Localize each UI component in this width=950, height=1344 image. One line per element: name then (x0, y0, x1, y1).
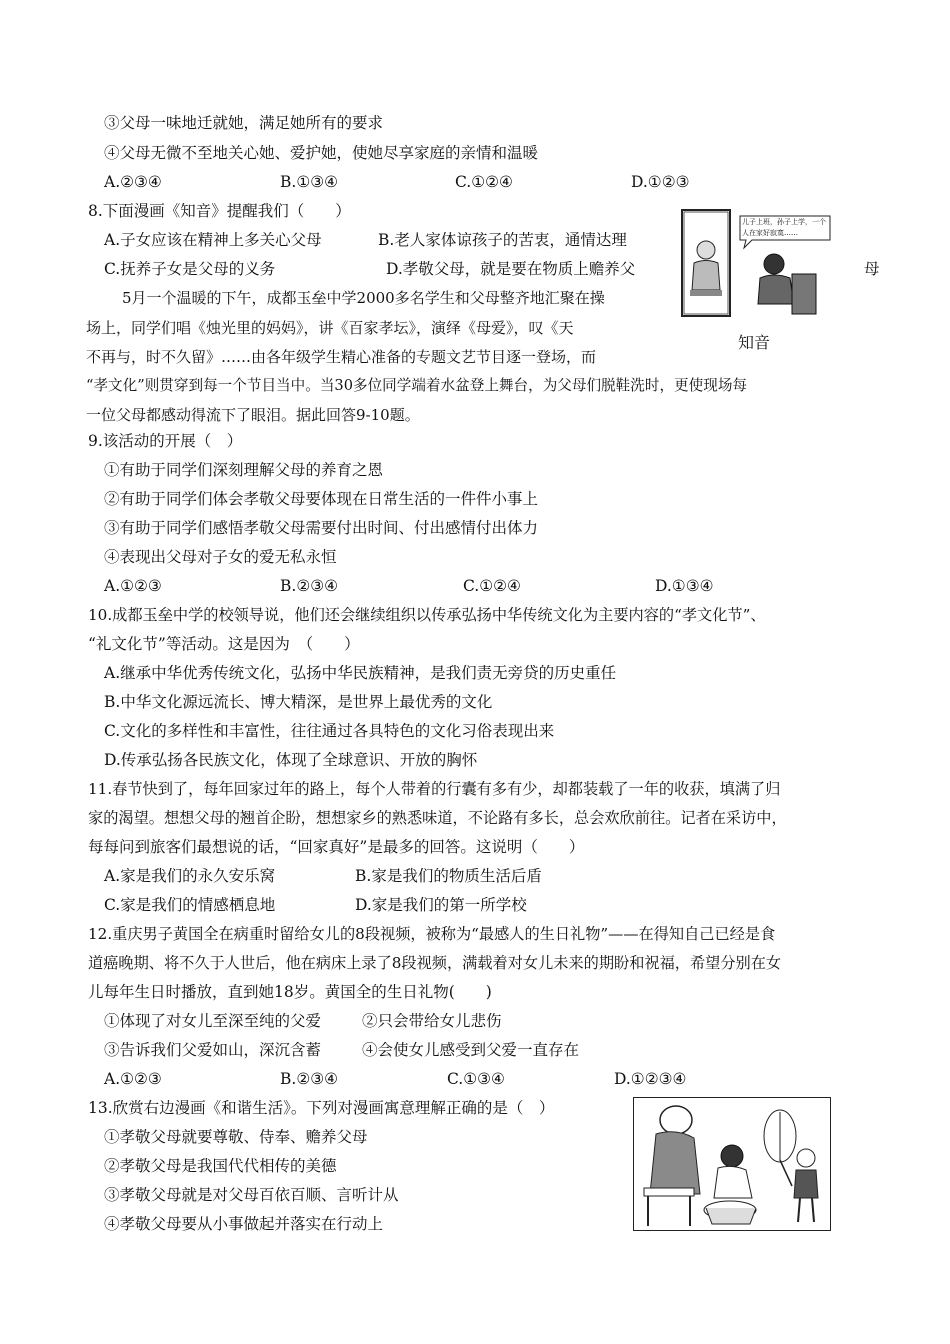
q8-option-b: B.老人家体谅孩子的苦衷，通情达理 (378, 231, 627, 249)
q9-choice-c: C.①②④ (463, 577, 521, 595)
q11-stem-line-3: 每每问到旅客们最想说的话，“回家真好”是最多的回答。这说明（ ） (88, 838, 585, 856)
q7-choice-c: C.①②④ (455, 173, 513, 191)
q7-choice-b: B.①③④ (280, 173, 339, 191)
q13-option-4: ④孝敬父母要从小事做起并落实在行动上 (104, 1215, 384, 1233)
q12-choice-b: B.②③④ (280, 1070, 339, 1088)
zhiyin-cartoon (680, 208, 832, 318)
q12-option-2: ②只会带给女儿悲伤 (362, 1012, 502, 1030)
q12-choice-a: A.①②③ (104, 1070, 162, 1088)
q13-option-2: ②孝敬父母是我国代代相传的美德 (104, 1157, 337, 1175)
q9-choice-b: B.②③④ (280, 577, 339, 595)
q12-option-3: ③告诉我们父爱如山，深沉含蓄 (104, 1041, 322, 1059)
q10-option-c: C.文化的多样性和丰富性，往往通过各具特色的文化习俗表现出来 (104, 722, 555, 740)
q12-stem-line-1: 12.重庆男子黄国全在病重时留给女儿的8段视频，被称为“最感人的生日礼物”——在得知自己已经是食 (88, 925, 776, 943)
q12-stem-line-2: 道癌晚期、将不久于人世后，他在病床上录了8段视频，满载着对女儿未来的期盼和祝福，希望分别在女 (88, 954, 782, 972)
passage-line-1: 5月一个温暖的下午，成都玉垒中学2000多名学生和父母整齐地汇聚在操 (122, 289, 605, 307)
q10-option-d: D.传承弘扬各民族文化，体现了全球意识、开放的胸怀 (104, 751, 478, 769)
q8-option-d: D.孝敬父母，就是要在物质上赡养父 (386, 260, 636, 278)
passage-line-4: “孝文化”则贯穿到每一个节目当中。当30多位同学端着水盆登上舞台，为父母们脱鞋洗时，更使现场每 (86, 377, 748, 394)
q12-option-1: ①体现了对女儿至深至纯的父爱 (104, 1012, 322, 1030)
q7-option-3: ③父母一味地迁就她，满足她所有的要求 (104, 114, 384, 132)
q8-stem: 8.下面漫画《知音》提醒我们（ ） (88, 202, 351, 220)
q10-option-b: B.中华文化源远流长、博大精深，是世界上最优秀的文化 (104, 693, 493, 711)
q7-choice-d: D.①②③ (631, 173, 690, 191)
q9-option-4: ④表现出父母对子女的爱无私永恒 (104, 548, 337, 566)
q11-option-c: C.家是我们的情感栖息地 (104, 896, 276, 914)
passage-line-2: 场上，同学们唱《烛光里的妈妈》，讲《百家孝坛》，演绎《母爱》，叹《天 (86, 319, 574, 337)
q11-stem-line-2: 家的渴望。想想父母的翘首企盼，想想家乡的熟悉味道，不论路有多长，总会欢欣前往。记者在采访中， (88, 809, 787, 827)
zhiyin-speech-bubble: 儿子上班，孙子上学，一个人在家好寂寞…… (742, 218, 826, 237)
passage-line-3: 不再与，时不久留》……由各年级学生精心准备的专题文艺节目逐一登场，而 (86, 348, 597, 366)
q10-stem-line-1: 10.成都玉垒中学的校领导说，他们还会继续组织以传承弘扬中华传统文化为主要内容的“孝文化节”、 (88, 606, 766, 624)
q7-choice-a: A.②③④ (104, 173, 162, 191)
q12-choice-d: D.①②③④ (614, 1070, 687, 1088)
q9-option-3: ③有助于同学们感悟孝敬父母需要付出时间、付出感情付出体力 (104, 519, 539, 537)
q11-stem-line-1: 11.春节快到了，每年回家过年的路上，每个人带着的行囊有多有少，却都装载了一年的收获，填满了归 (88, 780, 781, 798)
q7-option-4: ④父母无微不至地关心她、爱护她，使她尽享家庭的亲情和温暖 (104, 144, 539, 162)
q13-option-1: ①孝敬父母就要尊敬、侍奉、赡养父母 (104, 1128, 368, 1146)
q13-stem: 13.欣赏右边漫画《和谐生活》。下列对漫画寓意理解正确的是（ ） (88, 1099, 555, 1117)
q12-choice-c: C.①③④ (447, 1070, 505, 1088)
passage-line-5: 一位父母都感动得流下了眼泪。据此回答9-10题。 (86, 406, 420, 424)
q9-option-1: ①有助于同学们深刻理解父母的养育之恩 (104, 461, 384, 479)
q11-option-a: A.家是我们的永久安乐窝 (104, 867, 276, 885)
q9-option-2: ②有助于同学们体会孝敬父母要体现在日常生活的一件件小事上 (104, 490, 539, 508)
harmony-cartoon-drawing (634, 1098, 830, 1230)
q8-option-c: C.抚养子女是父母的义务 (104, 260, 276, 278)
zhiyin-caption: 知音 (738, 333, 771, 352)
q13-option-3: ③孝敬父母就是对父母百依百顺、言听计从 (104, 1186, 399, 1204)
harmony-cartoon (633, 1097, 831, 1231)
q10-stem-line-2: “礼文化节”等活动。这是因为 （ ） (88, 635, 360, 653)
q11-option-d: D.家是我们的第一所学校 (355, 896, 527, 914)
q12-stem-line-3: 儿每年生日时播放，直到她18岁。黄国全的生日礼物( ) (88, 983, 492, 1001)
q8-option-d-tail: 母 (864, 260, 880, 278)
q9-stem: 9.该活动的开展（ ） (88, 432, 243, 450)
q10-option-a: A.继承中华优秀传统文化，弘扬中华民族精神，是我们责无旁贷的历史重任 (104, 664, 617, 682)
q11-option-b: B.家是我们的物质生活后盾 (355, 867, 542, 885)
q12-option-4: ④会使女儿感受到父爱一直存在 (362, 1041, 580, 1059)
q9-choice-d: D.①③④ (655, 577, 714, 595)
q8-option-a: A.子女应该在精神上多关心父母 (104, 231, 322, 249)
q9-choice-a: A.①②③ (104, 577, 162, 595)
